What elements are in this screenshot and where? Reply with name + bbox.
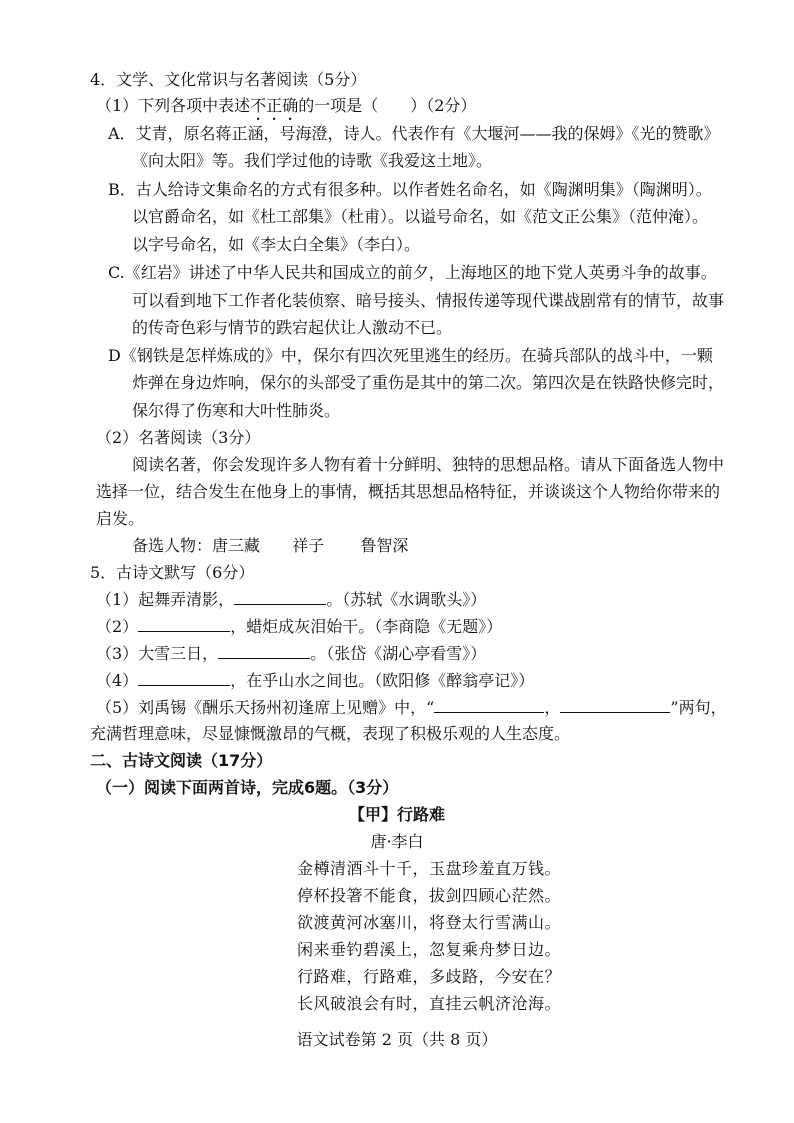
poem-author: 唐·李白 <box>370 832 424 851</box>
option-a-line: A．艾青，原名蒋正涵，号海澄，诗人。代表作有《大堰河——我的保姆》《光的赞歌》 <box>108 124 720 143</box>
q4-sub2-text: 阅读名著，你会发现许多人物有着十分鲜明、独特的思想品格。请从下面备选人物中 <box>132 455 725 474</box>
answer-blank[interactable] <box>138 617 230 632</box>
answer-blank[interactable] <box>434 698 544 713</box>
q4-sub1-prompt <box>96 96 476 124</box>
option-c-line: 可以看到地下工作者化装侦察、暗号接头、情报传递等现代谍战剧常有的情节，故事 <box>132 291 725 310</box>
answer-blank[interactable] <box>560 698 670 713</box>
candidate-luzhishen: 鲁智深 <box>360 536 409 555</box>
q5-item-3 <box>96 644 486 664</box>
q4-sub2-text: 选择一位，结合发生在他身上的事情，概括其思想品格特征，并谈谈这个人物给你带来的 <box>96 482 721 501</box>
q5-item-2 <box>96 617 502 637</box>
poem-line: 金樽清酒斗十千，玉盘珍羞直万钱。 <box>297 859 562 878</box>
option-b-line: 以字号命名，如《李太白全集》（李白）。 <box>132 235 421 254</box>
poem-line: 停杯投箸不能食，拔剑四顾心茫然。 <box>297 886 562 905</box>
q5-item-1-post: 。（苏轼《水调歌头》） <box>326 590 487 609</box>
q5-item-5-mid: ， <box>544 698 561 717</box>
option-d-line: D《钢铁是怎样炼成的》中，保尔有四次死里逃生的经历。在骑兵部队的战斗中，一颗 <box>108 346 713 365</box>
q5-item-4-pre: （4） <box>96 671 139 690</box>
candidate-characters <box>132 536 408 556</box>
page-footer: 语文试卷第 2 页（共 8 页） <box>296 1030 498 1049</box>
poem-line: 闲来垂钓碧溪上，忽复乘舟梦日边。 <box>297 940 562 959</box>
q5-item-3-pre: （3）大雪三日， <box>96 644 219 663</box>
q4-sub2-title: （2）名著阅读（3分） <box>96 428 261 447</box>
option-d-line: 保尔得了伤寒和大叶性肺炎。 <box>132 401 341 420</box>
q4-sub1-post: 的一项是（ ）（2分） <box>298 96 477 115</box>
q4-sub1-pre: （1）下列各项中表述 <box>96 96 251 115</box>
candidate-xiangzi: 祥子 <box>292 536 325 555</box>
q4-sub2-text: 启发。 <box>96 509 145 528</box>
poem-title: 【甲】行路难 <box>348 805 445 824</box>
q5-item-4 <box>96 671 534 691</box>
answer-blank[interactable] <box>218 644 310 659</box>
q4-title: 4．文学、文化常识与名著阅读（5分） <box>90 70 367 89</box>
section-2-part-1: （一）阅读下面两首诗，完成6题。（3分） <box>96 778 399 797</box>
candidate-label: 备选人物：唐三藏 <box>132 536 261 555</box>
option-c-line: C.《红岩》讲述了中华人民共和国成立的前夕，上海地区的地下党人英勇斗争的故事。 <box>108 263 717 282</box>
q5-item-1 <box>96 590 486 610</box>
option-b-line: B．古人给诗文集命名的方式有很多种。以作者姓名命名，如《陶渊明集》（陶渊明）。 <box>108 180 712 199</box>
answer-blank[interactable] <box>234 590 326 605</box>
poem-line: 长风破浪会有时，直挂云帆济沧海。 <box>297 994 562 1013</box>
poem-line: 行路难，行路难，多歧路，今安在？ <box>297 967 562 986</box>
q5-item-5-pre: （5）刘禹锡《酬乐天扬州初逢席上见赠》中，“ <box>96 698 435 717</box>
option-d-line: 炸弹在身边炸响，保尔的头部受了重伤是其中的第二次。第四次是在铁路快修完时， <box>132 373 725 392</box>
q5-item-3-post: 。（张岱《湖心亭看雪》） <box>310 644 487 663</box>
q5-item-4-post: ，在乎山水之间也。（欧阳修《醉翁亭记》） <box>230 671 535 690</box>
q5-item-2-post: ，蜡炬成灰泪始干。（李商隐《无题》） <box>230 617 503 636</box>
q5-item-5 <box>96 698 727 718</box>
option-b-line: 以官爵命名，如《杜工部集》（杜甫）。以谥号命名，如《范文正公集》（范仲淹）。 <box>132 207 709 226</box>
answer-blank[interactable] <box>138 671 230 686</box>
q5-title: 5．古诗文默写（6分） <box>90 563 255 582</box>
q5-item-2-pre: （2） <box>96 617 139 636</box>
poem-line: 欲渡黄河冰塞川，将登太行雪满山。 <box>297 913 562 932</box>
option-a-line: 《向太阳》等。我们学过他的诗歌《我爱这土地》。 <box>132 151 493 170</box>
q5-item-5-post: ”两句， <box>670 698 727 717</box>
q5-item-5-line2: 充满哲理意味，尽显慷慨激昂的气概，表现了积极乐观的人生态度。 <box>90 724 571 743</box>
section-2-title: 二、古诗文阅读（17分） <box>90 751 273 770</box>
emphasis-not-correct: 不正确 <box>250 96 299 115</box>
q5-item-1-pre: （1）起舞弄清影， <box>96 590 235 609</box>
option-c-line: 的传奇色彩与情节的跌宕起伏让人激动不已。 <box>132 318 453 337</box>
